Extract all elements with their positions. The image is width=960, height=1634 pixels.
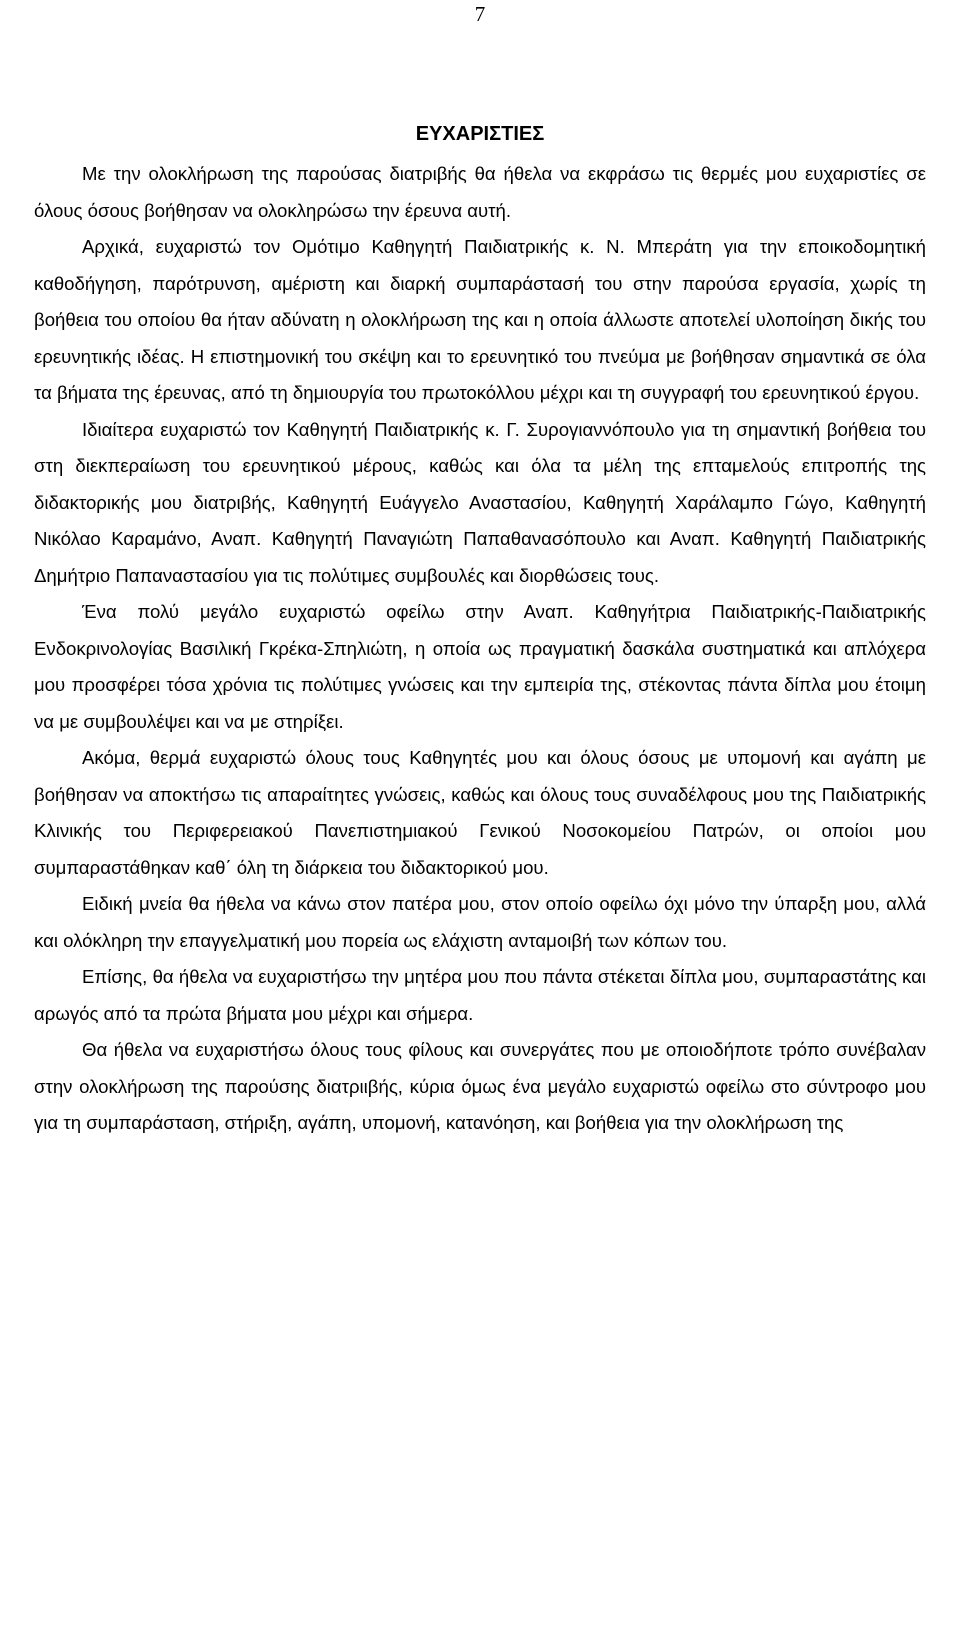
paragraph-colleagues: Ακόμα, θερμά ευχαριστώ όλους τους Καθηγητές μου και όλους όσους με υπομονή και αγάπη με βοήθησαν να αποκτήσω τις απαραίτητες γνώσεις, καθώς και όλους τους συναδέλφους μου της Παιδιατρικής Κλινικής του Περιφερειακού Πανεπιστημιακού Γενικού Νοσοκομείου Πατρών, οι οποίοι μου συμπαραστάθηκαν καθ΄ όλη τη διάρκεια του διδακτορικού μου. xyxy=(34,747,926,878)
paragraph-committee: Ιδιαίτερα ευχαριστώ τον Καθηγητή Παιδιατρικής κ. Γ. Συρογιαννόπουλο για τη σημαντική βοήθεια του στη διεκπεραίωση του ερευνητικού μέρους, καθώς και όλα τα μέλη της επταμελούς επιτροπής της διδακτορικής μου διατριβής, Καθηγητή Ευάγγελο Αναστασίου, Καθηγητή Χαράλαμπο Γώγο, Καθηγητή Νικόλαο Καραμάνο, Αναπ. Καθηγητή Παναγιώτη Παπαθανασόπουλο και Αναπ. Καθηγητή Παιδιατρικής Δημήτριο Παπαναστασίου για τις πολύτιμες συμβουλές και διορθώσεις τους. xyxy=(34,418,926,586)
paragraph-friends: Θα ήθελα να ευχαριστήσω όλους τους φίλους και συνεργάτες που με οποιοδήποτε τρόπο συνέβαλαν στην ολοκλήρωση της παρούσης διατριιβής, κύρια όμως ένα μεγάλο ευχαριστώ οφείλω στο σύντροφο μου για τη συμπαράσταση, στήριξη, αγάπη, υπομονή, κατανόηση, και βοήθεια για την ολοκλήρωση της xyxy=(34,1039,926,1133)
paragraph-supervisor: Αρχικά, ευχαριστώ τον Ομότιμο Καθηγητή Παιδιατρικής κ. Ν. Μπεράτη για την εποικοδομητική καθοδήγηση, παρότρυνση, αμέριστη και διαρκή συμπαράστασή του στην παρούσα εργασία, χωρίς τη βοήθεια του οποίου θα ήταν αδύνατη η ολοκλήρωση της και η οποία άλλωστε αποτελεί υλοποίηση δικής του ερευνητικής ιδέας. Η επιστημονική του σκέψη και το ερευνητικό του πνεύμα με βοήθησαν σημαντικά σε όλα τα βήματα της έρευνας, από τη δημιουργία του πρωτοκόλλου μέχρι και τη συγγραφή του ερευνητικού έργου. xyxy=(34,236,926,403)
paragraph-mentor: Ένα πολύ μεγάλο ευχαριστώ οφείλω στην Αναπ. Καθηγήτρια Παιδιατρικής-Παιδιατρικής Ενδοκρινολογίας Βασιλική Γκρέκα-Σπηλιώτη, η οποία ως πραγματική δασκάλα συστηματικά και απλόχερα μου προσφέρει τόσα χρόνια τις πολύτιμες γνώσεις και την εμπειρία της, στέκοντας πάντα δίπλα μου έτοιμη να με συμβουλέψει και να με στηρίξει. xyxy=(34,601,926,732)
acknowledgements-body xyxy=(34,156,926,1142)
paragraph-mother: Επίσης, θα ήθελα να ευχαριστήσω την μητέρα μου που πάντα στέκεται δίπλα μου, συμπαραστάτης και αρωγός από τα πρώτα βήματα μου μέχρι και σήμερα. xyxy=(34,966,926,1024)
paragraph-intro: Με την ολοκλήρωση της παρούσας διατριβής θα ήθελα να εκφράσω τις θερμές μου ευχαριστίες σε όλους όσους βοήθησαν να ολοκληρώσω την έρευνα αυτή. xyxy=(34,163,926,221)
page-number: 7 xyxy=(474,2,486,26)
page-title: ΕΥΧΑΡΙΣΤΙΕΣ xyxy=(415,123,545,145)
paragraph-father: Ειδική μνεία θα ήθελα να κάνω στον πατέρα μου, στον οποίο οφείλω όχι μόνο την ύπαρξη μου, αλλά και ολόκληρη την επαγγελματική μου πορεία ως ελάχιστη ανταμοιβή των κόπων του. xyxy=(34,893,926,951)
